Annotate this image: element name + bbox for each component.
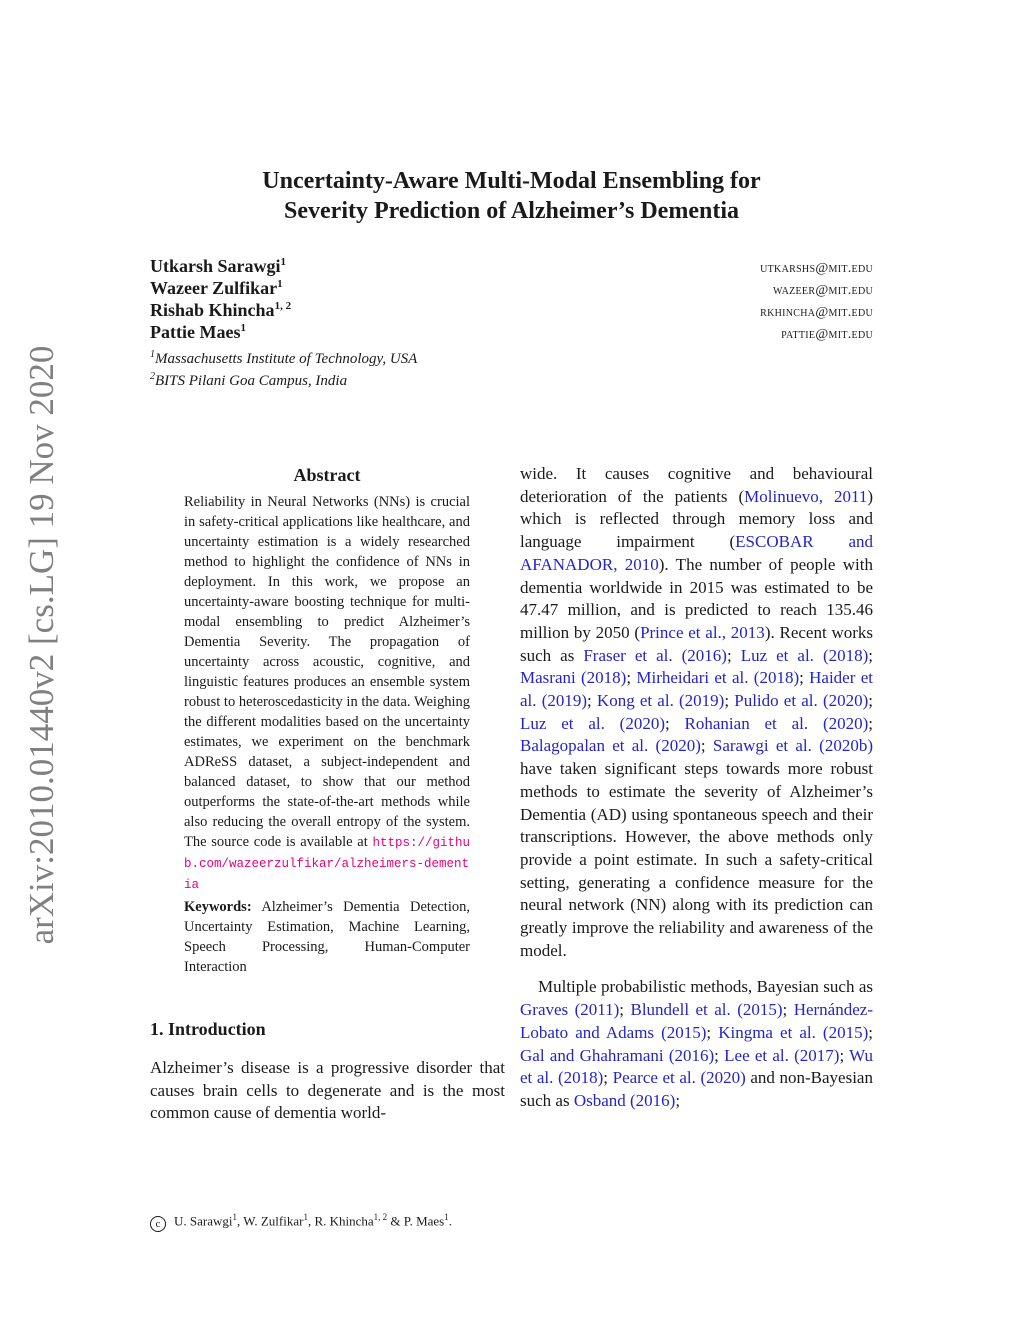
citation-link[interactable]: Masrani (2018) [520,668,627,688]
citation-link[interactable]: Sarawgi et al. (2020b) [712,736,873,756]
citation-link[interactable]: Lee et al. (2017) [724,1045,840,1065]
author-name: Wazeer Zulfikar$^1$ [150,278,283,298]
author-email[interactable]: utkarshs@mit.edu [760,261,873,276]
citation-link[interactable]: Mirheidari et al. (2018) [636,668,800,688]
abstract-heading: Abstract [293,465,361,485]
citation-link[interactable]: Gal and Ghahramani (2016) [520,1045,715,1065]
citation-link[interactable]: Hernández-Lobato and Adams (2015) [520,1000,873,1042]
author-email[interactable]: wazeer@mit.edu [772,283,873,298]
keywords-label: Keywords: [184,899,252,915]
author-email[interactable]: rkhincha@mit.edu [760,305,873,320]
citation-link[interactable]: Pulido et al. (2020) [734,691,869,711]
citation-link[interactable]: Osband (2016) [573,1090,676,1110]
citation-link[interactable]: Fraser et al. (2016) [583,645,727,665]
section-heading-introduction: 1. Introduction [150,1019,266,1039]
affiliation: $^1$Massachusetts Institute of Technology, USA [150,349,418,367]
right-column [520,463,873,1113]
citation-link[interactable]: Blundell et al. (2015) [630,1000,783,1020]
citation-link[interactable]: Molinuevo, 2011 [744,486,868,506]
author-block [150,256,873,388]
citation-link[interactable]: Kong et al. (2019) [596,691,725,711]
citation-link[interactable]: Luz et al. (2018) [740,645,869,665]
citation-link[interactable]: Rohanian et al. (2020) [684,713,869,733]
title-line-2: Severity Prediction of Alzheimer’s Dementia [284,198,739,224]
abstract [184,462,470,977]
intro-paragraph-start: Alzheimer’s disease is a progressive disorder that causes brain cells to degenerate and is the most common cause of dementia world- [150,1058,505,1123]
left-column [150,462,505,1125]
intro-paragraph-2: Multiple probabilistic methods, Bayesian such as Graves (2011); Blundell et al. (2015); Hernández-Lobato and Adams (2015); Kingma et al. (2015); Gal and Ghahramani (2016); Lee et al. (2017); Wu et al. (2018); Pearce et al. (2020) and non-Bayesian such as Osband (2016); [520,977,873,1110]
intro-paragraph-1: wide. It causes cognitive and behavioural deterioration of the patients (Molinuevo, 2011) which is reflected through memory loss and language impairment (ESCOBAR and AFANADOR, 2010). The number of people with dementia worldwide in 2015 was estimated to be 47.47 million, and is predicted to reach 135.46 million by 2050 (Prince et al., 2013). Recent works such as Fraser et al. (2016); Luz et al. (2018); Masrani (2018); Mirheidari et al. (2018); Haider et al. (2019); Kong et al. (2019); Pulido et al. (2020); Luz et al. (2020); Rohanian et al. (2020); Balagopalan et al. (2020); Sarawgi et al. (2020b) have taken significant steps towards more robust methods to estimate the severity of Alzheimer’s Dementia (AD) using spontaneous speech and their transcriptions. However, the above methods only provide a point estimate. In such a safety-critical setting, generating a confidence measure for the neural network (NN) along with its prediction can greatly improve the reliability and awareness of the model. [520,464,873,960]
author-row [150,322,873,344]
title-line-1: Uncertainty-Aware Multi-Modal Ensembling for [262,168,761,194]
author-name: Rishab Khincha$^{1, 2}$ [150,300,292,320]
author-row [150,256,873,278]
author-name: Utkarsh Sarawgi$^1$ [150,256,287,276]
citation-link[interactable]: Pearce et al. (2020) [612,1068,746,1088]
copyright-icon: c [150,1216,166,1232]
citation-link[interactable]: Balagopalan et al. (2020) [520,736,701,756]
author-row [150,300,873,322]
citation-link[interactable]: Luz et al. (2020) [520,713,665,733]
citation-link[interactable]: Kingma et al. (2015) [718,1022,869,1042]
code-link[interactable]: https://github.com/wazeerzulfikar/alzheimers-dementia [184,836,471,892]
author-row [150,278,873,300]
arxiv-identifier: arXiv:2010.01440v2 [cs.LG] 19 Nov 2020 [22,345,61,945]
citation-link[interactable]: Wu et al. (2018) [520,1045,873,1088]
paper-title [150,166,873,226]
copyright-footer: c U. Sarawgi$^1$, W. Zulfikar$^1$, R. Khincha$^{1, 2}$ & P. Maes$^1$. [150,1212,452,1232]
affiliation: $^2$BITS Pilani Goa Campus, India [150,371,348,389]
citation-link[interactable]: ESCOBAR and AFANADOR, 2010 [520,532,873,574]
author-name: Pattie Maes$^1$ [150,322,246,342]
keywords: Keywords: Alzheimer’s Dementia Detection, Uncertainty Estimation, Machine Learning, Speech Processing, Human-Computer Interaction [184,899,470,975]
citation-link[interactable]: Graves (2011) [520,1000,620,1020]
citation-link[interactable]: Haider et al. (2019) [520,668,873,711]
author-email[interactable]: pattie@mit.edu [781,327,873,342]
abstract-body: Reliability in Neural Networks (NNs) is crucial in safety-critical applications like healthcare, and uncertainty estimation is a widely researched method to highlight the confidence of NNs in deployment. In this work, we propose an uncertainty-aware boosting technique for multi-modal ensembling to predict Alzheimer’s Dementia Severity. The propagation of uncertainty across acoustic, cognitive, and linguistic features produces an ensemble system robust to heteroscedasticity in the data. Weighing the different modalities based on the uncertainty estimates, we experiment on the benchmark ADReSS dataset, a subject-independent and balanced dataset, to show that our method outperforms the state-of-the-art methods while also reducing the overall entropy of the system. The source code is available at https://github.com/wazeerzulfikar/alzheimers-dementia [184,494,471,892]
citation-link[interactable]: Prince et al., 2013 [640,622,765,642]
